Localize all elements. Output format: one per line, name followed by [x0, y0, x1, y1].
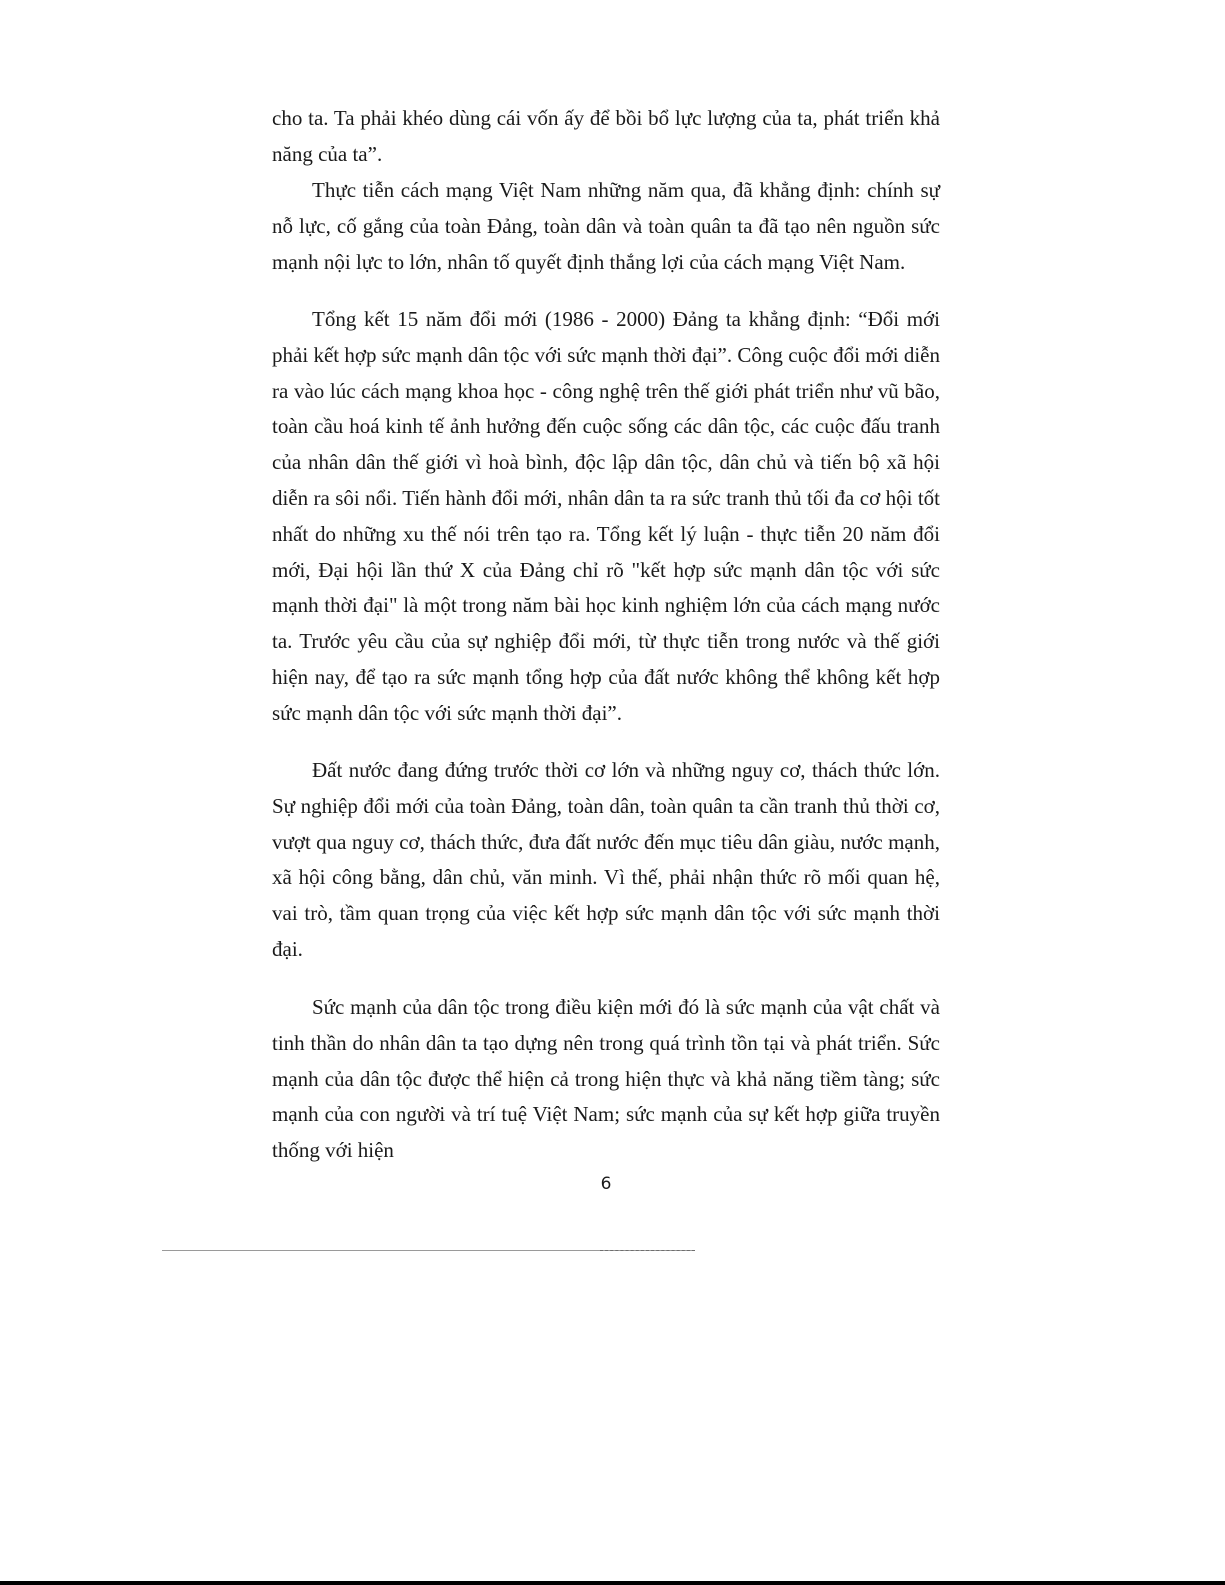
paragraph-practice: Thực tiễn cách mạng Việt Nam những năm qua, đã khẳng định: chính sự nỗ lực, cố gắng của toàn Đảng, toàn dân và toàn quân ta đã tạo nên nguồn sức mạnh nội lực to lớn, nhân tố quyết định thắng lợi của cách mạng Việt Nam.: [272, 178, 940, 274]
paragraph-continuation: cho ta. Ta phải khéo dùng cái vốn ấy để bồi bổ lực lượng của ta, phát triển khả năng của ta”.: [272, 106, 940, 166]
paragraph-national-strength: Sức mạnh của dân tộc trong điều kiện mới đó là sức mạnh của vật chất và tinh thần do nhân dân ta tạo dựng nên trong quá trình tồn tại và phát triển. Sức mạnh của dân tộc được thể hiện cả trong hiện thực và khả năng tiềm tàng; sức mạnh của con người và trí tuệ Việt Nam; sức mạnh của sự kết hợp giữa truyền thống với hiện: [272, 995, 940, 1163]
page-number: 6: [600, 1174, 612, 1194]
footer-divider-dashed: [600, 1250, 695, 1251]
paragraph-renovation-review: Tổng kết 15 năm đổi mới (1986 - 2000) Đảng ta khẳng định: “Đổi mới phải kết hợp sức mạnh dân tộc với sức mạnh thời đại”. Công cuộc đổi mới diễn ra vào lúc cách mạng khoa học - công nghệ trên thế giới phát triển như vũ bão, toàn cầu hoá kinh tế ảnh hưởng đến cuộc sống các dân tộc, các cuộc đấu tranh của nhân dân thế giới vì hoà bình, độc lập dân tộc, dân chủ và tiến bộ xã hội diễn ra sôi nổi. Tiến hành đổi mới, nhân dân ta ra sức tranh thủ tối đa cơ hội tốt nhất do những xu thế nói trên tạo ra. Tổng kết lý luận - thực tiễn 20 năm đổi mới, Đại hội lần thứ X của Đảng chỉ rõ "kết hợp sức mạnh dân tộc với sức mạnh thời đại" là một trong năm bài học kinh nghiệm lớn của cách mạng nước ta. Trước yêu cầu của sự nghiệp đổi mới, từ thực tiễn trong nước và thế giới hiện nay, để tạo ra sức mạnh tổng hợp của đất nước không thể không kết hợp sức mạnh dân tộc với sức mạnh thời đại”.: [272, 307, 940, 725]
paragraph-opportunities: Đất nước đang đứng trước thời cơ lớn và những nguy cơ, thách thức lớn. Sự nghiệp đổi mới của toàn Đảng, toàn dân, toàn quân ta cần tranh thủ thời cơ, vượt qua nguy cơ, thách thức, đưa đất nước đến mục tiêu dân giàu, nước mạnh, xã hội công bằng, dân chủ, văn minh. Vì thế, phải nhận thức rõ mối quan hệ, vai trò, tầm quan trọng của việc kết hợp sức mạnh dân tộc với sức mạnh thời đại.: [272, 758, 940, 961]
scan-bottom-edge: [0, 1581, 1225, 1585]
